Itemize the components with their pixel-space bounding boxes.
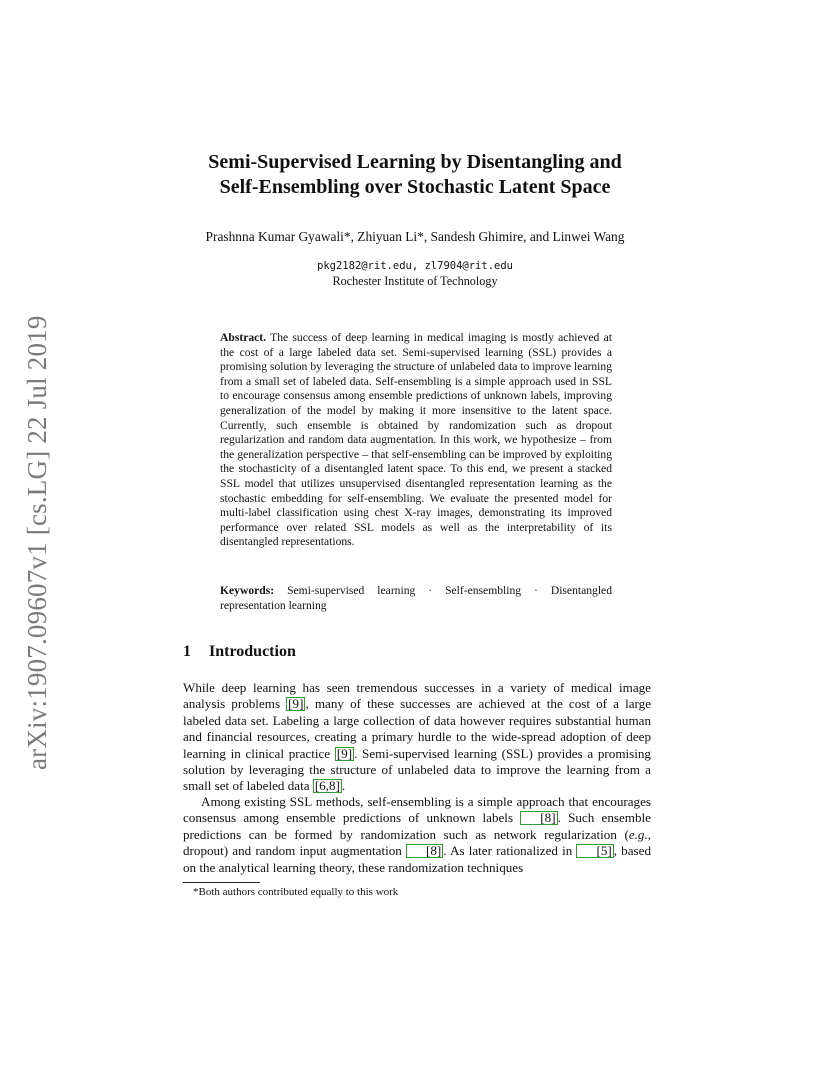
title-line-2: Self-Ensembling over Stochastic Latent Space	[219, 176, 611, 198]
footnote: *Both authors contributed equally to this work	[193, 886, 399, 898]
citation-link[interactable]: [8]	[520, 811, 557, 825]
text-run: , dropout) and random input augmentation	[183, 826, 651, 859]
section-number: 1	[183, 643, 191, 660]
text-run-italic: e.g.	[628, 826, 648, 842]
text-run: , many of these successes are achieved at the cost of a large labeled data set. Labeling a large collection of data however requires substantial human and financial resources, creating a primary hurdle to the wide-spread adoption of deep learning in clinical practice	[183, 696, 651, 761]
text-run: . Such ensemble predictions can be formed by randomization such as network regularization (	[183, 810, 651, 842]
text-run: . As later rationalized in	[443, 843, 577, 859]
author-list: Prashnna Kumar Gyawali*, Zhiyuan Li*, Sandesh Ghimire, and Linwei Wang	[205, 229, 625, 244]
paper-title	[120, 150, 710, 200]
citation-link[interactable]: [6,8]	[314, 778, 340, 794]
affiliation: Rochester Institute of Technology	[332, 274, 498, 288]
intro-paragraph-2	[183, 794, 651, 876]
title-line-1: Semi-Supervised Learning by Disentangling and	[208, 151, 622, 173]
section-title: Introduction	[209, 643, 296, 660]
citation-link[interactable]: [9]	[288, 696, 304, 712]
footnote-rule	[183, 882, 260, 883]
citation-link[interactable]: [9]	[336, 745, 353, 761]
citation-link[interactable]: [5]	[576, 844, 613, 858]
keywords	[220, 584, 612, 613]
arxiv-side-stamp: arXiv:1907.09607v1 [cs.LG] 22 Jul 2019	[22, 315, 52, 770]
abstract	[220, 331, 612, 550]
text-run: , based on the analytical learning theory, these randomization techniques	[183, 843, 651, 875]
section-heading	[183, 643, 296, 661]
abstract-label: Abstract.	[220, 331, 267, 344]
citation-link[interactable]: [8]	[406, 844, 443, 858]
keywords-label: Keywords:	[220, 584, 275, 597]
text-run: Among existing SSL methods, self-ensembling is a simple approach that encourages consensus among ensemble predictions of unknown labels	[183, 794, 651, 826]
text-run: .	[341, 778, 346, 794]
text-run: While deep learning has seen tremendous successes in a variety of medical image analysis problems	[183, 680, 651, 712]
keywords-text: Semi-supervised learning · Self-ensembling · Disentangled representation learning	[220, 584, 613, 612]
author-emails: pkg2182@rit.edu, zl7904@rit.edu	[317, 260, 513, 272]
abstract-text: The success of deep learning in medical imaging is mostly achieved at the cost of a large labeled data set. Semi-supervised learning (SSL) provides a promising solution by leveraging the structure of unlabeled data to improve learning from a small set of labeled data. Self-ensembling is a simple approach used in SSL to encourage consensus among ensemble predictions of unknown labels, improving generalization of the model by making it more insensitive to the latent space. Currently, such ensemble is obtained by randomization such as dropout regularization and random data augmentation. In this work, we hypothesize – from the generalization perspective – that self-ensembling can be improved by exploiting the stochasticity of a disentangled latent space. To this end, we present a stacked SSL model that utilizes unsupervised disentangled representation learning as the stochastic embedding for self-ensembling. We evaluate the presented model for multi-label classification using chest X-ray images, demonstrating its improved performance over related SSL models as well as the interpretability of its disentangled representations.	[220, 331, 612, 549]
intro-paragraph-1	[183, 680, 651, 795]
text-run: . Semi-supervised learning (SSL) provides a promising solution by leveraging the structure of unlabeled data to improve the learning from a small set of labeled data	[183, 745, 651, 794]
